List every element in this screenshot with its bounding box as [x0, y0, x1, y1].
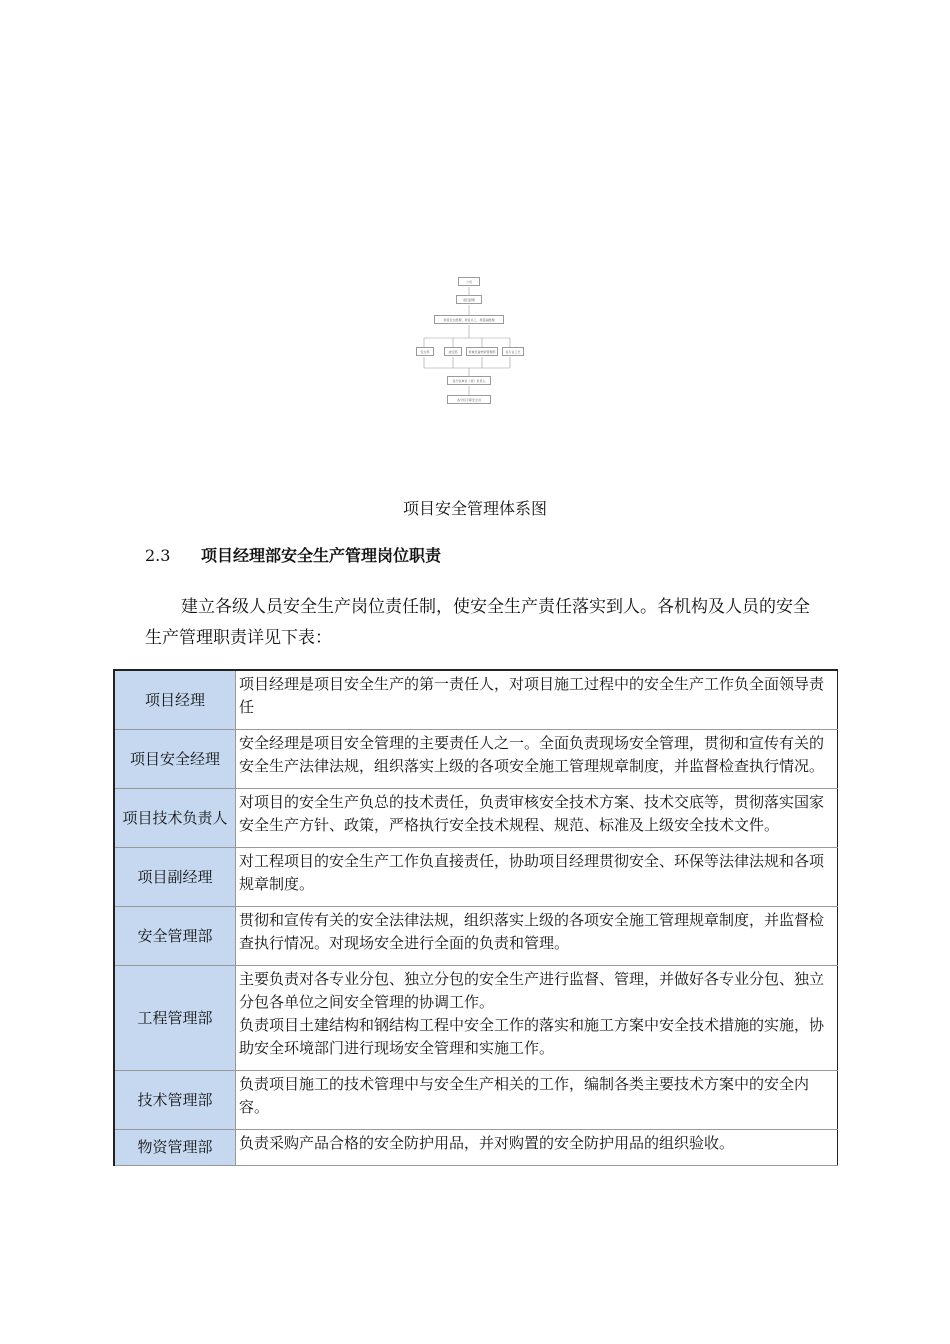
table-row: [114, 848, 838, 907]
duty-cell: [236, 730, 838, 789]
section-heading: [145, 543, 441, 566]
duty-cell: [236, 789, 838, 848]
duty-cell: [236, 907, 838, 966]
role-cell: 工程管理部: [114, 966, 236, 1071]
org-node-equipment-dept: 机械设备物资管理部: [466, 347, 498, 356]
duty-table: [113, 669, 838, 1166]
table-row: [114, 789, 838, 848]
section-title: 项目经理部安全生产管理岗位职责: [201, 546, 442, 565]
role-cell: 物资管理部: [114, 1130, 236, 1166]
duty-text: 安全经理是项目安全管理的主要责任人之一。全面负责现场安全管理，贯彻和宣传有关的安全生产法律法规，组织落实上级的各项安全施工管理规章制度，并监督检查执行情况。: [239, 734, 825, 775]
role-cell: 安全管理部: [114, 907, 236, 966]
role-cell: 技术管理部: [114, 1071, 236, 1130]
table-row: [114, 966, 838, 1071]
duty-text: 负责项目土建结构和钢结构工程中安全工作的落实和施工方案中安全技术措施的实施，协助安全环境部门进行现场安全管理和实施工作。: [239, 1016, 825, 1057]
org-node-safety-dept: 安全部: [416, 347, 434, 356]
table-row: [114, 1071, 838, 1130]
org-node-deputy-managers: 项目安全经理、项目总工、项目副经理: [434, 315, 504, 324]
safety-org-chart: [410, 272, 540, 412]
table-row: [114, 1130, 838, 1166]
org-node-foremen: 各专业工长: [502, 347, 524, 356]
duty-cell: [236, 848, 838, 907]
duty-cell: [236, 1071, 838, 1130]
duty-text: 对工程项目的安全生产工作负直接责任，协助项目经理贯彻安全、环保等法律法规和各项规章制度。: [239, 852, 825, 893]
duty-cell: [236, 670, 838, 730]
org-node-subcontractor-safety: 各分包专职安全员: [447, 395, 491, 404]
table-row: [114, 907, 838, 966]
duty-text: 贯彻和宣传有关的安全法律法规，组织落实上级的各项安全施工管理规章制度，并监督检查执行情况。对现场安全进行全面的负责和管理。: [239, 911, 825, 952]
role-cell: 项目经理: [114, 670, 236, 730]
figure-caption: 项目安全管理体系图: [402, 499, 547, 518]
duty-cell: [236, 1130, 838, 1166]
role-cell: 项目技术负责人: [114, 789, 236, 848]
duty-text: 对项目的安全生产负总的技术责任，负责审核安全技术方案、技术交底等，贯彻落实国家安全生产方针、政策，严格执行安全技术规程、规范、标准及上级安全技术文件。: [239, 793, 825, 834]
org-node-subcontractor-leads: 各分包单位（商）负责人: [447, 376, 491, 385]
org-node-quality-safety-dept: 质安部: [444, 347, 462, 356]
duty-text: 负责项目施工的技术管理中与安全生产相关的工作，编制各类主要技术方案中的安全内容。: [239, 1075, 810, 1116]
role-cell: 项目副经理: [114, 848, 236, 907]
table-row: [114, 670, 838, 730]
duty-cell: [236, 966, 838, 1071]
org-chart-connectors: [410, 272, 540, 412]
duty-text: 项目经理是项目安全生产的第一责任人，对项目施工过程中的安全生产工作负全面领导责任: [239, 675, 825, 716]
duty-text: 负责采购产品合格的安全防护用品，并对购置的安全防护用品的组织验收。: [239, 1134, 735, 1152]
table-row: [114, 730, 838, 789]
duty-text: 主要负责对各专业分包、独立分包的安全生产进行监督、管理，并做好各专业分包、独立分包各单位之间安全管理的协调工作。: [239, 970, 825, 1011]
role-cell: 项目安全经理: [114, 730, 236, 789]
section-number: 2.3: [145, 546, 171, 565]
org-node-project-manager: 项目经理: [456, 295, 482, 304]
org-node-company: 公司: [458, 277, 480, 286]
intro-paragraph: 建立各级人员安全生产岗位责任制，使安全生产责任落实到人。各机构及人员的安全生产管理职责详见下表：: [145, 597, 810, 648]
